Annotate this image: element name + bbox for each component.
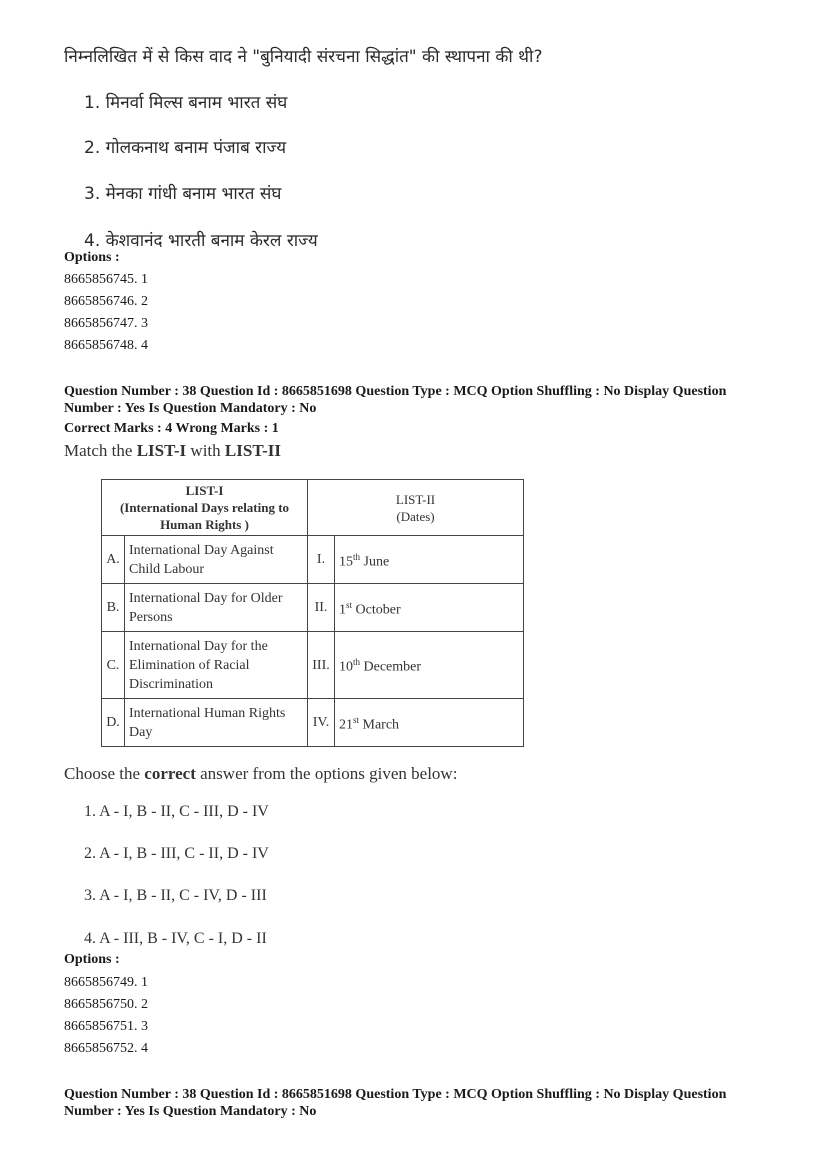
- list2-header: LIST-II (Dates): [308, 480, 524, 536]
- option-id: 8665856748. 4: [64, 338, 148, 353]
- question-text-hindi: निम्नलिखित में से किस वाद ने "बुनियादी संरचना सिद्धांत" की स्थापना की थी?: [64, 47, 543, 67]
- option-id: 8665856750. 2: [64, 997, 148, 1012]
- options-label: Options :: [64, 250, 120, 265]
- list2-item: 10th December: [335, 632, 524, 699]
- row-label: C.: [102, 632, 125, 699]
- option-id: 8665856751. 3: [64, 1019, 148, 1034]
- row-label: I.: [308, 536, 335, 584]
- question-meta-line-1: Question Number : 38 Question Id : 8665851698 Question Type : MCQ Option Shuffling : No Display Question: [64, 1087, 727, 1102]
- option-id: 8665856747. 3: [64, 316, 148, 331]
- list1-item: International Day for Older Persons: [125, 584, 308, 632]
- row-label: II.: [308, 584, 335, 632]
- answer-choice-4: 4. केशवानंद भारती बनाम केरल राज्य: [84, 231, 318, 251]
- option-id: 8665856746. 2: [64, 294, 148, 309]
- list2-item: 1st October: [335, 584, 524, 632]
- list1-header: LIST-I (International Days relating to Human Rights ): [102, 480, 308, 536]
- list2-item: 15th June: [335, 536, 524, 584]
- row-label: B.: [102, 584, 125, 632]
- table-row: [102, 699, 524, 747]
- row-label: D.: [102, 699, 125, 747]
- answer-choice-2: 2. A - I, B - III, C - II, D - IV: [84, 845, 269, 862]
- choose-instruction: Choose the correct answer from the options given below:: [64, 764, 458, 783]
- option-id: 8665856745. 1: [64, 272, 148, 287]
- question-meta-line-1: Question Number : 38 Question Id : 8665851698 Question Type : MCQ Option Shuffling : No Display Question: [64, 384, 727, 399]
- answer-choice-1: 1. A - I, B - II, C - III, D - IV: [84, 803, 269, 820]
- list1-item: International Human Rights Day: [125, 699, 308, 747]
- option-id: 8665856749. 1: [64, 975, 148, 990]
- row-label: III.: [308, 632, 335, 699]
- match-instruction: Match the LIST-I with LIST-II: [64, 441, 281, 460]
- answer-choice-2: 2. गोलकनाथ बनाम पंजाब राज्य: [84, 138, 287, 158]
- match-table: [101, 479, 524, 747]
- row-label: IV.: [308, 699, 335, 747]
- option-id: 8665856752. 4: [64, 1041, 148, 1056]
- list2-item: 21st March: [335, 699, 524, 747]
- list1-item: International Day for the Elimination of Racial Discrimination: [125, 632, 308, 699]
- answer-choice-3: 3. A - I, B - II, C - IV, D - III: [84, 887, 267, 904]
- row-label: A.: [102, 536, 125, 584]
- question-meta-line-2: Number : Yes Is Question Mandatory : No: [64, 401, 317, 416]
- answer-choice-3: 3. मेनका गांधी बनाम भारत संघ: [84, 184, 282, 204]
- table-row: [102, 584, 524, 632]
- answer-choice-4: 4. A - III, B - IV, C - I, D - II: [84, 930, 267, 947]
- answer-choice-1: 1. मिनर्वा मिल्स बनाम भारत संघ: [84, 93, 288, 113]
- options-label: Options :: [64, 952, 120, 967]
- table-row: [102, 536, 524, 584]
- list1-item: International Day Against Child Labour: [125, 536, 308, 584]
- question-meta-line-2: Number : Yes Is Question Mandatory : No: [64, 1104, 317, 1119]
- marks-info: Correct Marks : 4 Wrong Marks : 1: [64, 421, 279, 436]
- table-row: [102, 632, 524, 699]
